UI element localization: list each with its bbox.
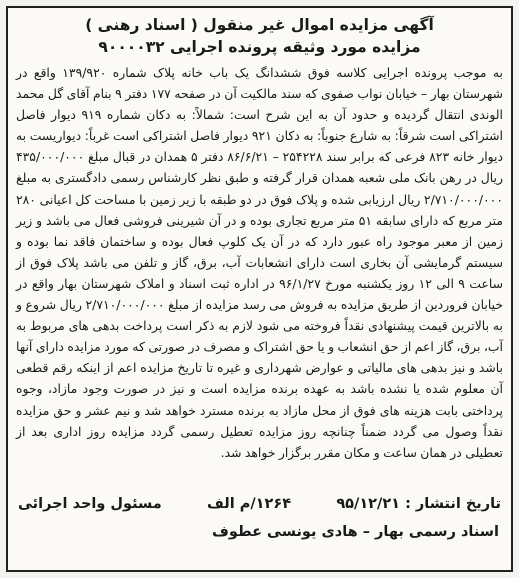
reference-number: ۱۲۶۴/م الف xyxy=(207,496,292,512)
notice-body xyxy=(16,62,503,463)
notice-body-paragraph: به موجب پرونده اجرایی کلاسه فوق ششدانگ یک باب خانه پلاک شماره ۱۳۹/۹۲۰ واقع در شهرستان بهار – خیابان نواب صفوی که سند مالکیت آن در صفحه ۱۷۷ دفتر ۹ بنام آقای گل محمد الوندی انتقال گردیده و حدود آن به این شرح است: شمالاً: به دکان شماره ۹۱۹ دیوار فاصل اشتراکی است شرقاً: به شارع جنوباً: به دکان ۹۲۱ دیوار فاصل اشتراکی است غرباً: دیواریست به دیوار خانه ۸۲۳ فرعی که برابر سند ۲۵۴۲۲۸ – ۸۶/۶/۲۱ دفتر ۵ همدان در قبال مبلغ ۴۳۵/۰۰۰/۰۰۰ ریال در رهن بانک ملی شعبه همدان قرار گرفته و طبق نظر کارشناس رسمی دادگستری به مبلغ ۲/۷۱۰/۰۰۰/۰۰۰ ریال ارزیابی شده و پلاک فوق در دو طبقه با زیر زمین با مساحت کل اعیانی ۲۸۰ متر مربع که دارای سابقه ۵۱ متر مربع تجاری بوده و در آن شیرینی فروشی فعال می باشد و زیر زمین از معبر موجود راه عبور دارد که در آن یک کلوپ فعال بوده و ساختمان فاقد نما بوده و سیستم گرمایشی آن بخاری است دارای انشعابات آب، برق، گاز و تلفن می باشد پلاک فوق از ساعت ۹ الی ۱۲ روز یکشنبه مورخ ۹۶/۱/۲۷ در اداره ثبت اسناد و املاک شهرستان بهار واقع در خیابان فروردین از طریق مزایده به فروش می رسد مزایده از مبلغ ۲/۷۱۰/۰۰۰/۰۰۰ ریال شروع و به بالاترین قیمت پیشنهادی نقداً فروخته می شود لازم به ذکر است پرداخت بدهی های مربوط به آب، برق، گاز اعم از حق انشعاب و یا حق اشتراک و مصرف در صورتی که مورد مزایده دارای آنها باشد و نیز بدهی های مالیاتی و عوارض شهرداری و غیره تا تاریخ مزایده اعم از اینکه رقم قطعی آن معلوم شده یا نشده باشد به عهده برنده مزایده است و نیز در صورت وجود مازاد، وجوه پرداختی بابت هزینه های فوق از محل مازاد به برنده مسترد خواهد شد و نیم عشر و حق مزایده نقداً وصول می گردد ضمناً چنانچه روز مزایده تعطیل رسمی گردد مزایده روز اداری بعد از تعطیلی در همان ساعت و مکان مقرر برگزار خواهد شد. xyxy=(16,65,504,460)
footer-row-secondary xyxy=(18,518,501,546)
office-signature: اسناد رسمی بهار – هادی یونسی عطوف xyxy=(212,524,499,540)
notice-header xyxy=(8,8,511,58)
notice-footer xyxy=(18,490,501,546)
officer-title: مسئول واحد اجرائی xyxy=(18,496,162,512)
notice-subtitle: مزایده مورد وثیقه پرونده اجرایی ۹۰۰۰۰۳۲ xyxy=(98,38,421,56)
footer-row-primary xyxy=(18,490,501,518)
publish-date: تاریخ انتشار : ۹۵/۱۲/۲۱ xyxy=(336,496,501,512)
notice-frame xyxy=(6,6,513,572)
notice-title: آگهی مزایده اموال غیر منقول ( اسناد رهنی ) xyxy=(85,16,434,34)
